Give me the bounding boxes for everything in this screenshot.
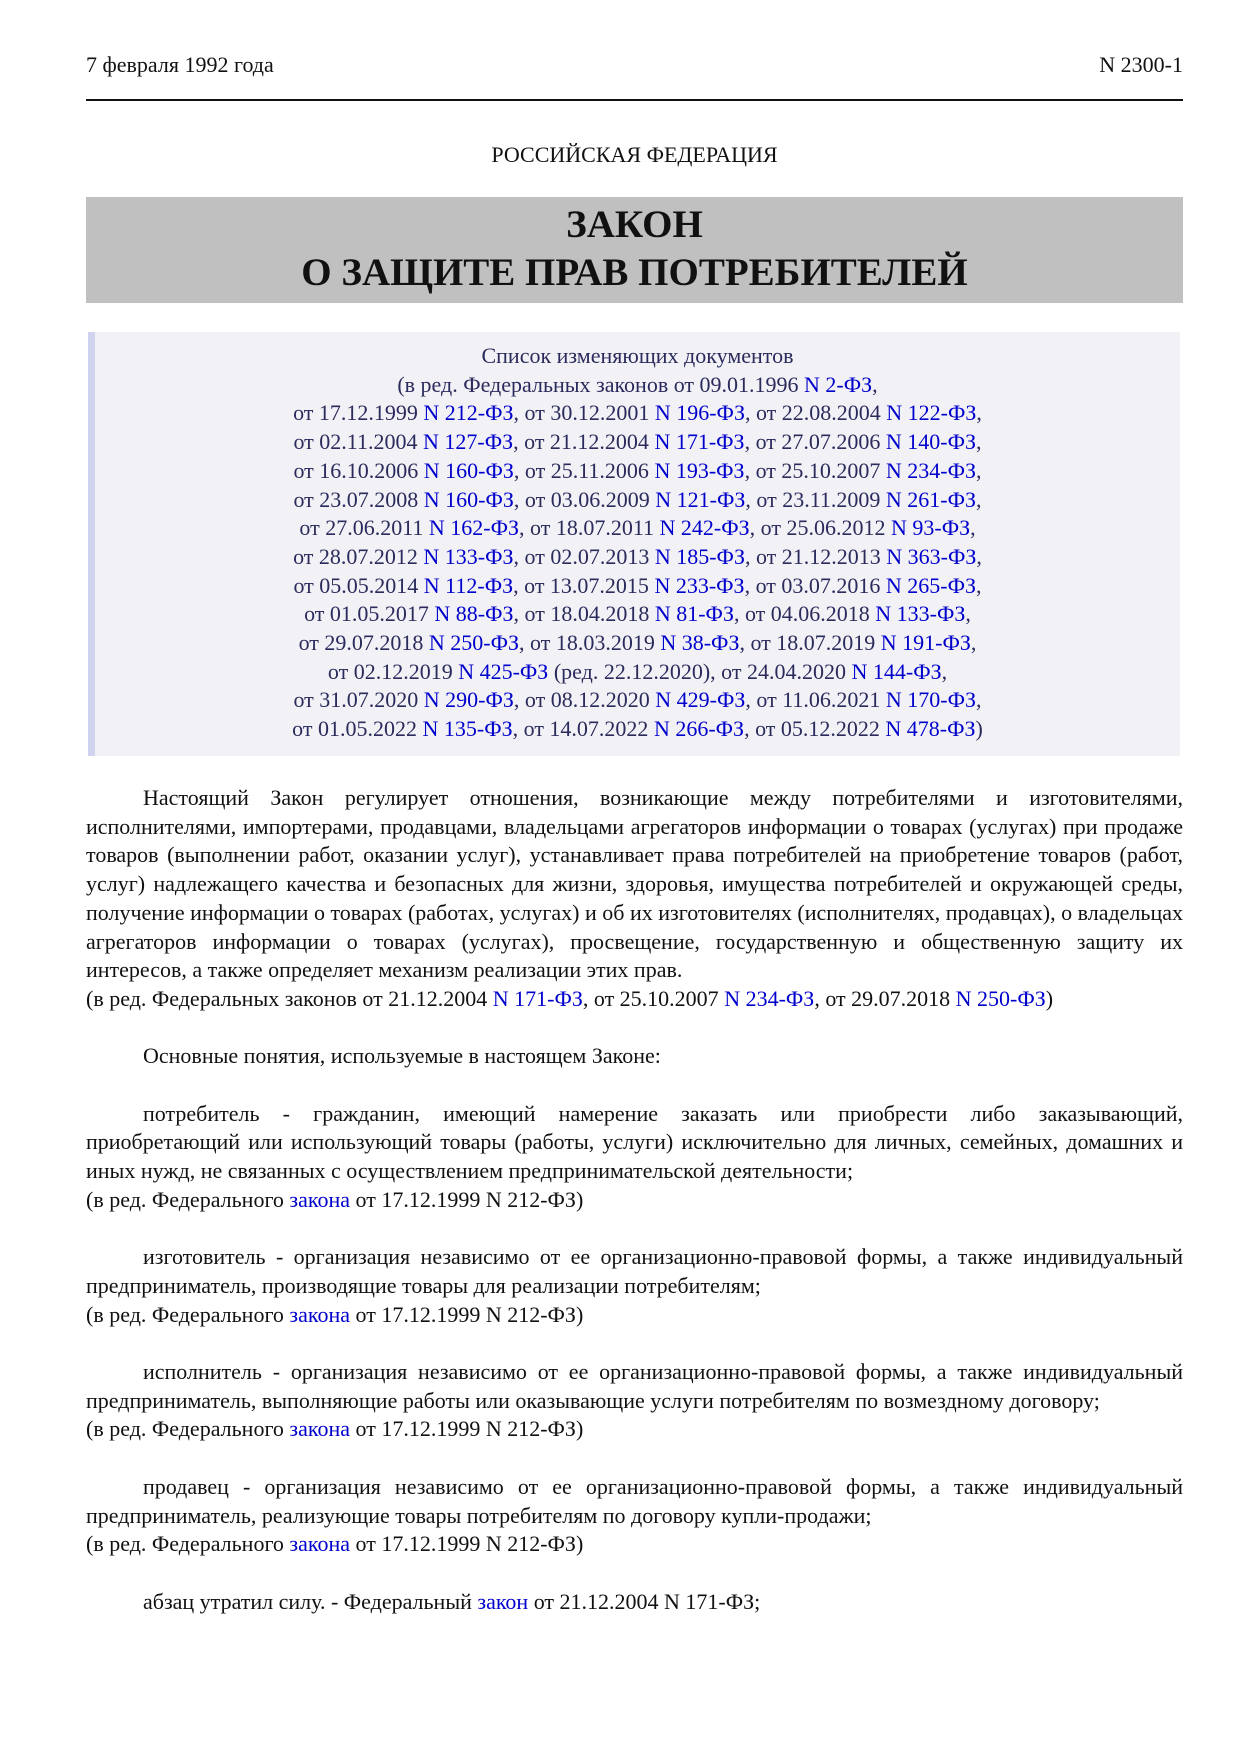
amendment-link[interactable]: N 2-ФЗ	[804, 371, 873, 397]
amendment-date-text: , от 18.07.2019	[739, 630, 881, 656]
amendments-intro	[95, 371, 1180, 400]
edit-note-text: , от 29.07.2018	[814, 985, 956, 1011]
amendment-date-text: , от 27.07.2006	[744, 429, 886, 455]
title-line-2: О ЗАЩИТЕ ПРАВ ПОТРЕБИТЕЛЕЙ	[301, 251, 968, 294]
amendment-date-text: , от 02.07.2013	[513, 543, 655, 569]
amendment-date-text: от 02.11.2004	[293, 429, 423, 455]
amendment-link[interactable]: N 212-ФЗ	[423, 400, 514, 426]
edit-note-text: (в ред. Федерального	[86, 1531, 290, 1557]
document-body	[86, 784, 1183, 1616]
repealed-text: абзац утратил силу. - Федеральный	[143, 1588, 478, 1614]
edit-note-text: (в ред. Федеральных законов от 21.12.2004	[86, 985, 493, 1011]
repealed-paragraph	[86, 1588, 1183, 1617]
amendment-line	[95, 715, 1180, 744]
amendment-line	[95, 399, 1180, 428]
amendment-link[interactable]: N 196-ФЗ	[654, 400, 745, 426]
edit-note-text: (в ред. Федерального	[86, 1416, 290, 1442]
definition-paragraph: исполнитель - организация независимо от ее организационно-правовой формы, а также индивидуальный предприниматель, выполняющие работы или оказывающие услуги потребителям по возмездному договору;	[86, 1359, 1183, 1413]
amendment-link[interactable]: N 140-ФЗ	[885, 429, 977, 455]
amend-intro-text: (в ред. Федеральных законов от 09.01.1996	[397, 371, 805, 397]
amendment-link[interactable]: N 160-ФЗ	[423, 486, 514, 512]
amendment-line	[95, 600, 1180, 629]
amendment-date-text: от 17.12.1999	[293, 400, 424, 426]
edit-note-text: (в ред. Федерального	[86, 1301, 290, 1327]
amendment-link[interactable]: N 144-ФЗ	[851, 658, 942, 684]
amendment-link[interactable]: N 121-ФЗ	[655, 486, 746, 512]
amendment-date-text: , от 18.07.2011	[519, 515, 660, 541]
amendment-link[interactable]: N 93-ФЗ	[890, 515, 971, 541]
preamble-edit-note	[86, 985, 1183, 1014]
amendment-date-text: , от 08.12.2020	[513, 687, 656, 713]
amendment-link[interactable]: N 233-ФЗ	[654, 572, 745, 598]
amendment-date-text: ,	[941, 658, 948, 684]
amendment-date-text: от 31.07.2020	[293, 687, 424, 713]
amendment-date-text: , от 04.06.2018	[733, 601, 876, 627]
amendment-link[interactable]: N 133-ФЗ	[875, 601, 966, 627]
amendment-link[interactable]: N 171-ФЗ	[492, 985, 583, 1011]
amendment-link[interactable]: N 265-ФЗ	[885, 572, 977, 598]
amendments-lines	[95, 399, 1180, 743]
amendment-date-text: , от 14.07.2022	[512, 716, 654, 742]
amendments-heading: Список изменяющих документов	[481, 343, 794, 368]
amendment-link[interactable]: N 112-ФЗ	[423, 572, 514, 598]
amendment-date-text: от 27.06.2011	[299, 515, 429, 541]
amendment-date-text: ,	[970, 630, 977, 656]
edit-note-text: , от 25.10.2007	[582, 985, 725, 1011]
law-link[interactable]: закона	[289, 1416, 350, 1442]
amendment-link[interactable]: N 266-ФЗ	[653, 716, 745, 742]
amendment-link[interactable]: N 242-ФЗ	[659, 515, 750, 541]
amendment-date-text: от 01.05.2022	[292, 716, 423, 742]
amendment-date-text: ,	[976, 687, 982, 713]
amendment-date-text: ,	[976, 486, 982, 512]
definition-edit-note	[86, 1530, 1183, 1559]
amendment-link[interactable]: N 429-ФЗ	[655, 687, 746, 713]
amendment-link[interactable]: N 122-ФЗ	[886, 400, 977, 426]
amendment-date-text: ,	[976, 543, 982, 569]
amendment-link[interactable]: N 250-ФЗ	[955, 985, 1046, 1011]
edit-note-text: от 17.12.1999 N 212-ФЗ)	[350, 1416, 584, 1442]
amendment-date-text: , от 30.12.2001	[513, 400, 655, 426]
country-heading: РОССИЙСКАЯ ФЕДЕРАЦИЯ	[491, 142, 778, 167]
edit-note-text: )	[1045, 985, 1054, 1011]
amendment-date-text: , от 13.07.2015	[513, 572, 655, 598]
law-date: 7 февраля 1992 года	[86, 52, 274, 77]
amendment-date-text: , от 21.12.2004	[513, 429, 655, 455]
header-rule	[86, 99, 1183, 101]
amendment-line	[95, 486, 1180, 515]
amendment-link[interactable]: N 250-ФЗ	[428, 630, 520, 656]
amendment-date-text: ,	[976, 429, 982, 455]
amendment-date-text: , от 21.12.2013	[744, 543, 887, 569]
amendment-link[interactable]: N 425-ФЗ	[458, 658, 549, 684]
amendment-date-text: , от 23.11.2009	[745, 486, 886, 512]
definition-edit-note	[86, 1301, 1183, 1330]
amendment-link[interactable]: N 127-ФЗ	[422, 429, 514, 455]
amendment-link[interactable]: N 261-ФЗ	[885, 486, 977, 512]
edit-note-text: от 17.12.1999 N 212-ФЗ)	[350, 1531, 584, 1557]
amend-intro-end: ,	[872, 371, 878, 397]
amendment-link[interactable]: N 290-ФЗ	[423, 687, 514, 713]
amendment-link[interactable]: N 88-ФЗ	[434, 601, 514, 627]
amendment-date-text: ,	[976, 400, 982, 426]
amendment-date-text: , от 22.08.2004	[744, 400, 887, 426]
amendment-line	[95, 658, 1180, 687]
amendment-date-text: , от 11.06.2021	[745, 687, 886, 713]
amendment-date-text: ,	[976, 457, 982, 483]
amendment-date-text: , от 25.06.2012	[749, 515, 891, 541]
concepts-intro: Основные понятия, используемые в настоящем Законе:	[143, 1043, 661, 1069]
amendment-link[interactable]: N 478-ФЗ	[885, 716, 976, 742]
amendment-date-text: , от 18.03.2019	[519, 630, 661, 656]
law-link[interactable]: закона	[289, 1301, 350, 1327]
repealed-text: от 21.12.2004 N 171-ФЗ;	[528, 1588, 761, 1614]
amendment-date-text: от 16.10.2006	[293, 457, 424, 483]
edit-note-text: от 17.12.1999 N 212-ФЗ)	[350, 1301, 584, 1327]
amendment-link[interactable]: N 193-ФЗ	[654, 457, 745, 483]
edit-note-text: (в ред. Федерального	[86, 1186, 290, 1212]
definition-edit-note	[86, 1415, 1183, 1444]
amendment-link[interactable]: N 81-ФЗ	[654, 601, 734, 627]
edit-note-text: от 17.12.1999 N 212-ФЗ)	[350, 1186, 584, 1212]
amendment-date-text: от 23.07.2008	[293, 486, 424, 512]
law-link[interactable]: закона	[289, 1531, 350, 1557]
amendment-date-text: , от 03.06.2009	[513, 486, 656, 512]
amendment-date-text: от 29.07.2018	[298, 630, 429, 656]
amendment-link[interactable]: N 135-ФЗ	[422, 716, 513, 742]
definition-edit-note	[86, 1186, 1183, 1215]
preamble-paragraph: Настоящий Закон регулирует отношения, возникающие между потребителями и изготовителями, исполнителями, импортерами, продавцами, владельцами агрегаторов информации о товарах (услугах) при продаже товаров (выполнении работ, оказании услуг), устанавливает права потребителей на приобретение товаров (работ, услуг) надлежащего качества и безопасных для жизни, здоровья, имущества потребителей и окружающей среды, получение информации о товарах (работах, услугах) и об их изготовителях (исполнителях, продавцах), о владельцах агрегаторов информации о товарах (услугах), просвещение, государственную и общественную защиту их интересов, а также определяет механизм реализации этих прав.	[86, 785, 1183, 983]
amendments-box	[88, 332, 1180, 756]
title-banner	[86, 197, 1183, 303]
amendment-date-text: , от 03.07.2016	[744, 572, 886, 598]
amendment-link[interactable]: N 185-ФЗ	[654, 543, 745, 569]
amendment-line	[95, 428, 1180, 457]
amendment-link[interactable]: N 162-ФЗ	[428, 515, 520, 541]
definition-paragraph: изготовитель - организация независимо от ее организационно-правовой формы, а также индивидуальный предприниматель, производящие товары для реализации потребителям;	[86, 1244, 1183, 1298]
amendment-date-text: , от 18.04.2018	[513, 601, 655, 627]
amendment-line	[95, 457, 1180, 486]
amendment-date-text: ,	[965, 601, 971, 627]
page-header	[86, 52, 1183, 80]
amendment-link[interactable]: N 160-ФЗ	[423, 457, 514, 483]
definition-paragraph: продавец - организация независимо от ее организационно-правовой формы, а также индивидуальный предприниматель, реализующие товары потребителям по договору купли-продажи;	[86, 1473, 1183, 1528]
law-link[interactable]: закон	[477, 1588, 529, 1614]
title-line-1: ЗАКОН	[566, 203, 703, 246]
amendment-line	[95, 543, 1180, 572]
amendment-date-text: (ред. 22.12.2020), от 24.04.2020	[548, 658, 852, 684]
amendment-link[interactable]: N 38-ФЗ	[660, 630, 740, 656]
law-number: N 2300-1	[1099, 52, 1183, 77]
amendment-date-text: от 28.07.2012	[293, 543, 424, 569]
amendment-link[interactable]: N 234-ФЗ	[885, 457, 977, 483]
amendment-date-text: ,	[970, 515, 976, 541]
definition-paragraph: потребитель - гражданин, имеющий намерение заказать или приобрести либо заказывающий, приобретающий или использующий товары (работы, услуги) исключительно для личных, семейных, домашних и иных нужд, не связанных с осуществлением предпринимательской деятельности;	[86, 1100, 1183, 1184]
amendment-line	[95, 514, 1180, 543]
amendment-date-text: , от 25.10.2007	[744, 457, 886, 483]
amendment-date-text: от 01.05.2017	[304, 601, 435, 627]
amendment-link[interactable]: N 234-ФЗ	[724, 985, 815, 1011]
amendment-date-text: )	[975, 716, 983, 742]
amendment-line	[95, 572, 1180, 601]
amendment-link[interactable]: N 191-ФЗ	[880, 630, 971, 656]
amendment-date-text: , от 25.11.2006	[513, 457, 655, 483]
amendment-line	[95, 629, 1180, 658]
amendment-date-text: , от 05.12.2022	[744, 716, 886, 742]
amendment-date-text: от 05.05.2014	[293, 572, 424, 598]
amendment-link[interactable]: N 133-ФЗ	[423, 543, 514, 569]
amendment-link[interactable]: N 171-ФЗ	[654, 429, 745, 455]
amendment-link[interactable]: N 170-ФЗ	[885, 687, 977, 713]
amendment-date-text: ,	[976, 572, 982, 598]
amendment-link[interactable]: N 363-ФЗ	[886, 543, 977, 569]
amendment-date-text: от 02.12.2019	[327, 658, 459, 684]
law-link[interactable]: закона	[289, 1186, 350, 1212]
amendment-line	[95, 686, 1180, 715]
